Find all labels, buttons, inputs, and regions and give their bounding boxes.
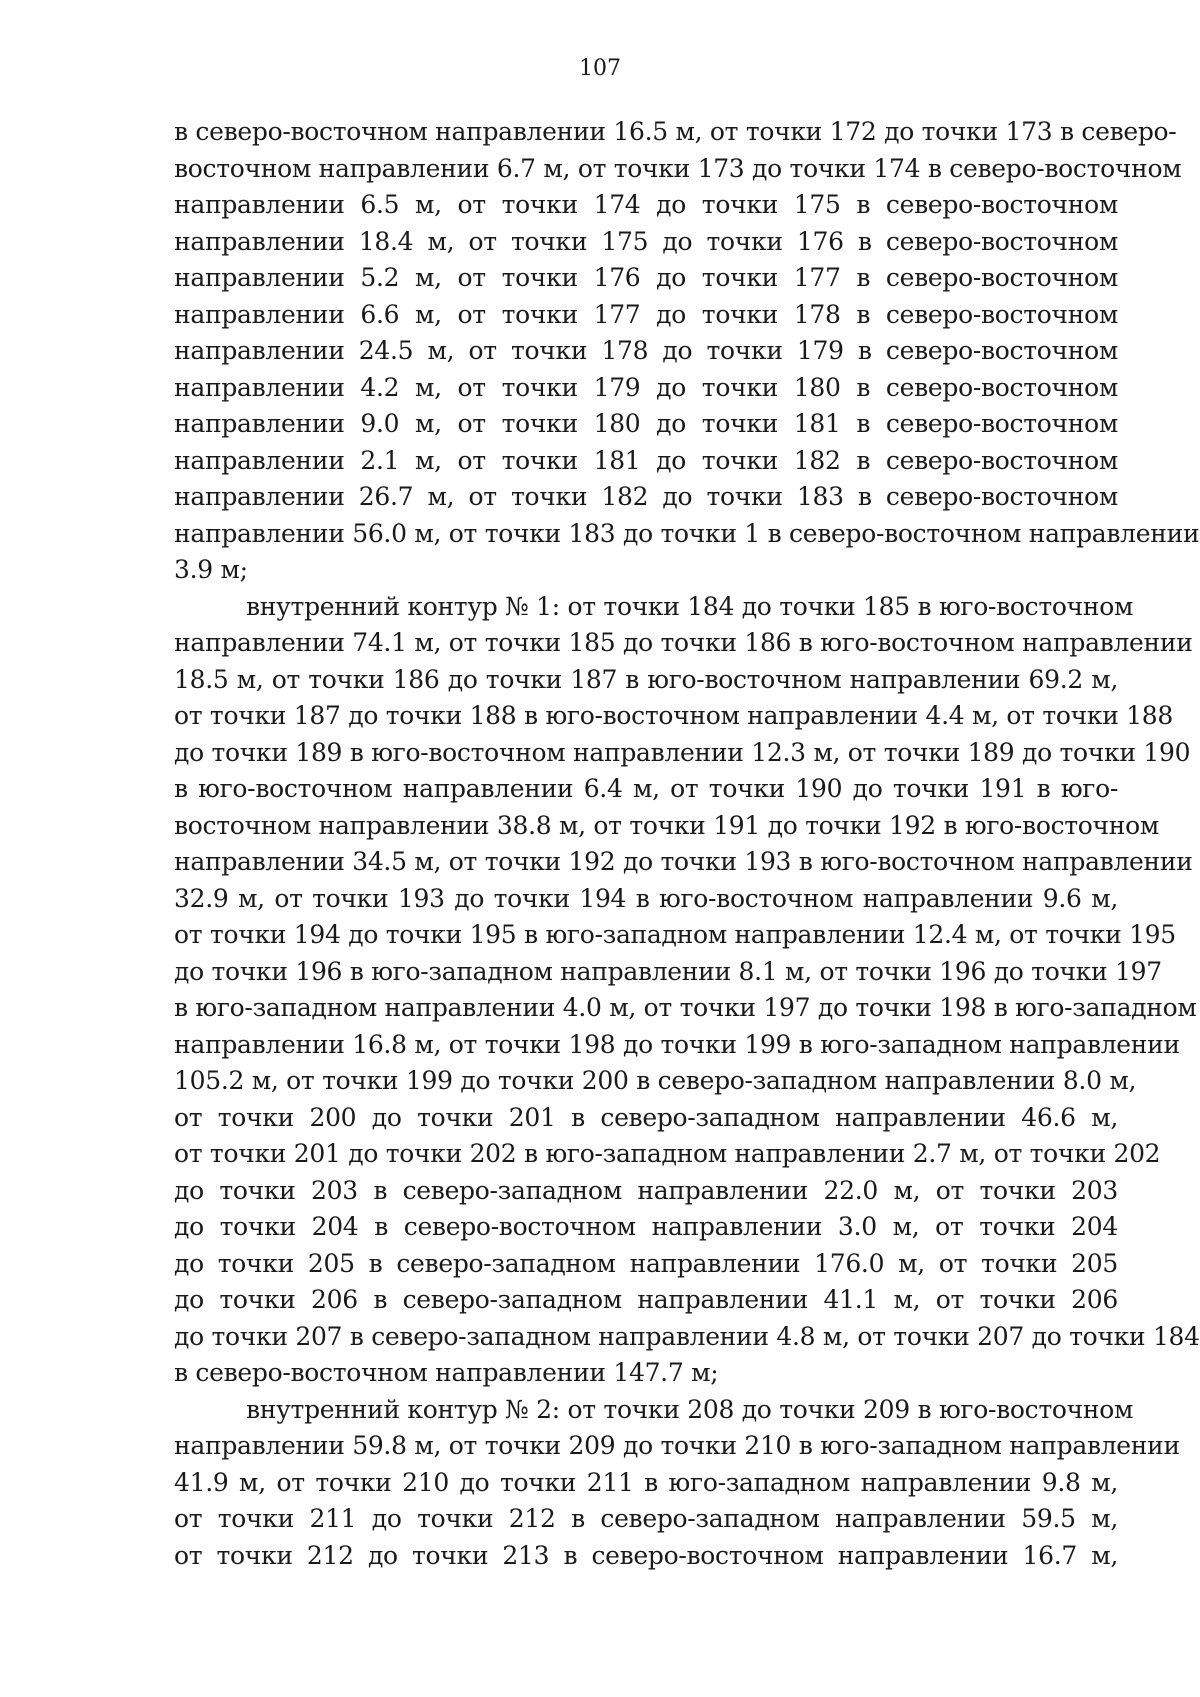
text-line: до точки 204 в северо-восточном направлении 3.0 м, от точки 204 (174, 1212, 1118, 1241)
text-line: от точки 200 до точки 201 в северо-западном направлении 46.6 м, (174, 1102, 1118, 1132)
text-line: направлении 26.7 м, от точки 182 до точки 183 в северо-восточном (174, 482, 1118, 511)
text-line: до точки 196 в юго-западном направлении 8.1 м, от точки 196 до точки 197 (174, 956, 1162, 986)
text-line: 41.9 м, от точки 210 до точки 211 в юго-западном направлении 9.8 м, (174, 1467, 1118, 1497)
text-line: направлении 18.4 м, от точки 175 до точки 176 в северо-восточном (174, 226, 1118, 256)
text-line: внутренний контур № 2: от точки 208 до точки 209 в юго-восточном (246, 1394, 1134, 1424)
text-line: 18.5 м, от точки 186 до точки 187 в юго-восточном направлении 69.2 м, (174, 664, 1118, 694)
text-line: в северо-восточном направлении 147.7 м; (174, 1358, 719, 1387)
text-line: в юго-восточном направлении 6.4 м, от точки 190 до точки 191 в юго- (174, 774, 1118, 803)
page-number: 107 (579, 56, 621, 81)
text-line: до точки 189 в юго-восточном направлении 12.3 м, от точки 189 до точки 190 (174, 737, 1191, 767)
text-line: в северо-восточном направлении 16.5 м, от точки 172 до точки 173 в северо- (174, 117, 1177, 146)
text-line: направлении 34.5 м, от точки 192 до точки 193 в юго-восточном направлении (174, 847, 1193, 876)
text-line: до точки 207 в северо-западном направлении 4.8 м, от точки 207 до точки 184 (174, 1321, 1200, 1351)
text-line: 105.2 м, от точки 199 до точки 200 в северо-западном направлении 8.0 м, (174, 1066, 1137, 1095)
text-line: направлении 59.8 м, от точки 209 до точки 210 в юго-западном направлении (174, 1431, 1180, 1460)
text-line: от точки 212 до точки 213 в северо-восточном направлении 16.7 м, (174, 1540, 1118, 1570)
document-text (174, 114, 1200, 1574)
text-line: от точки 187 до точки 188 в юго-восточном направлении 4.4 м, от точки 188 (174, 701, 1174, 730)
text-line: направлении 6.5 м, от точки 174 до точки 175 в северо-восточном (174, 190, 1118, 219)
text-line: восточном направлении 38.8 м, от точки 191 до точки 192 в юго-восточном (174, 810, 1160, 840)
text-line: направлении 5.2 м, от точки 176 до точки 177 в северо-восточном (174, 263, 1118, 292)
text-line: 3.9 м; (174, 555, 248, 584)
text-line: направлении 6.6 м, от точки 177 до точки 178 в северо-восточном (174, 299, 1118, 329)
text-line: в юго-западном направлении 4.0 м, от точки 197 до точки 198 в юго-западном (174, 993, 1197, 1022)
text-line: до точки 206 в северо-западном направлении 41.1 м, от точки 206 (174, 1285, 1118, 1314)
text-line: от точки 201 до точки 202 в юго-западном направлении 2.7 м, от точки 202 (174, 1139, 1161, 1168)
text-line: до точки 203 в северо-западном направлении 22.0 м, от точки 203 (174, 1175, 1118, 1205)
text-line: направлении 24.5 м, от точки 178 до точки 179 в северо-восточном (174, 336, 1118, 365)
text-line: от точки 194 до точки 195 в юго-западном направлении 12.4 м, от точки 195 (174, 920, 1176, 949)
text-line: направлении 9.0 м, от точки 180 до точки 181 в северо-восточном (174, 409, 1118, 438)
text-line: направлении 4.2 м, от точки 179 до точки 180 в северо-восточном (174, 372, 1118, 402)
text-line: направлении 16.8 м, от точки 198 до точки 199 в юго-западном направлении (174, 1029, 1180, 1059)
text-line: от точки 211 до точки 212 в северо-западном направлении 59.5 м, (174, 1504, 1118, 1533)
text-line: 32.9 м, от точки 193 до точки 194 в юго-восточном направлении 9.6 м, (174, 883, 1118, 913)
text-line: до точки 205 в северо-западном направлении 176.0 м, от точки 205 (174, 1248, 1118, 1278)
text-line: восточном направлении 6.7 м, от точки 173 до точки 174 в северо-восточном (174, 153, 1182, 183)
text-line: направлении 2.1 м, от точки 181 до точки 182 в северо-восточном (174, 445, 1118, 475)
text-line: внутренний контур № 1: от точки 184 до точки 185 в юго-восточном (246, 591, 1134, 621)
text-line: направлении 74.1 м, от точки 185 до точки 186 в юго-восточном направлении (174, 628, 1193, 657)
text-line: направлении 56.0 м, от точки 183 до точки 1 в северо-восточном направлении (174, 518, 1200, 548)
